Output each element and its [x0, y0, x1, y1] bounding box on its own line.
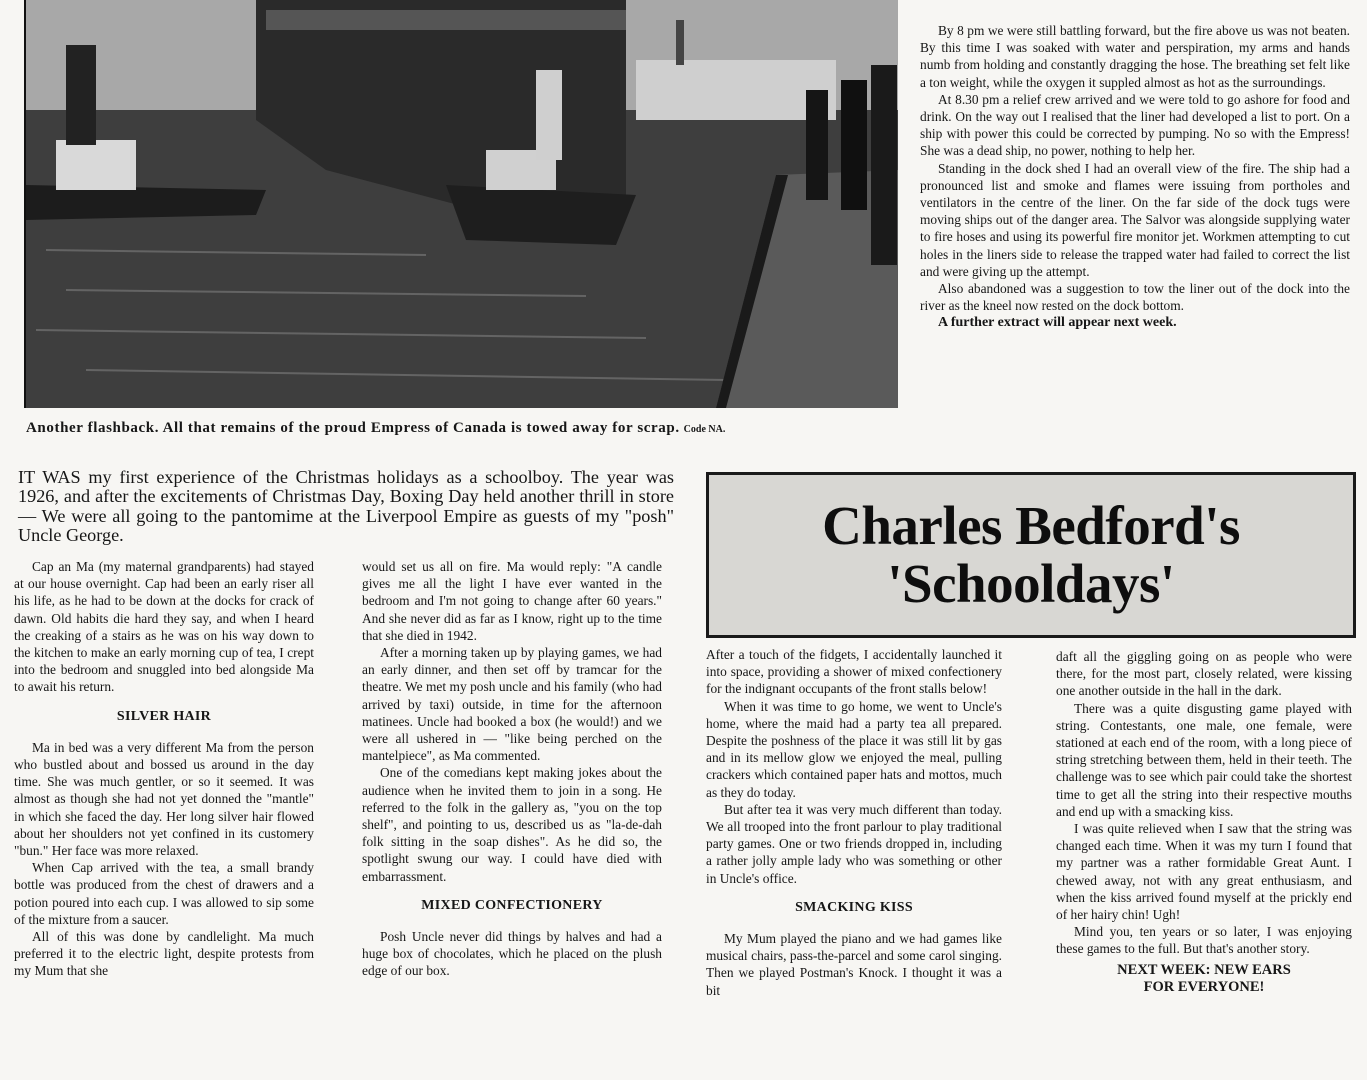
photo-image — [26, 0, 898, 408]
article-paragraph: My Mum played the piano and we had games like musical chairs, pass-the-parcel and some carol singing. Then we played Postman's Knock. I thought it was a bit — [706, 931, 1002, 998]
article-paragraph: Mind you, ten years or so later, I was enjoying these games to the full. But that's another story. — [1056, 924, 1352, 957]
sidebar-paragraph: Also abandoned was a suggestion to tow the liner out of the dock into the river as the kneel now rested on the dock bottom. — [920, 281, 1350, 314]
article-paragraph: But after tea it was very much different than today. We all trooped into the front parlour to play traditional party games. One or two friends dropped in, including a rather jolly ample lady who was something or other in Uncle's office. — [706, 801, 1002, 886]
article-paragraph: There was a quite disgusting game played with string. Contestants, one male, one female, were stationed at each end of the room, with a long piece of string stretching between them, held in their teeth. The challenge was to see which pair could take the shortest time to get all the string into their respective mouths and end up with a smacking kiss. — [1056, 700, 1352, 819]
next-week-line2: FOR EVERYONE! — [1143, 978, 1265, 995]
article-paragraph: I was quite relieved when I saw that the string was changed each time. When it was my turn I found that my partner was a rather formidable Great Aunt. I chewed away, not with any great enthusiasm, and when the kiss arrived found myself at the prickly end of her hairy chin! Ugh! — [1056, 821, 1352, 923]
caption-code: Code NA. — [683, 424, 726, 435]
subhead-silver-hair: SILVER HAIR — [116, 708, 212, 724]
article-column-2 — [362, 558, 662, 980]
article-title-box — [706, 472, 1356, 638]
article-paragraph: When Cap arrived with the tea, a small brandy bottle was produced from the chest of drawers and a potion poured into each cup. I was allowed to sip some of the mixture from a saucer. — [14, 860, 314, 927]
article-title-line1: Charles Bedford's — [822, 495, 1240, 556]
article-paragraph: One of the comedians kept making jokes about the audience when he invited them to join in a song. He referred to the folk in the gallery as, "you on the top shelf", and pointing to us, described us as "la-de-dah folk sitting in the soap dishes". As he did so, the spotlight swung our way. I could have died with embarrassment. — [362, 765, 662, 884]
caption-text: Another flashback. All that remains of the proud Empress of Canada is towed away for scrap. — [26, 420, 680, 436]
sidebar-closing: A further extract will appear next week. — [938, 315, 1177, 331]
subhead-smacking-kiss: SMACKING KISS — [795, 899, 913, 915]
photo-empress-of-canada — [24, 0, 898, 408]
next-week-line1: NEXT WEEK: NEW EARS — [1117, 961, 1291, 978]
article-column-3 — [706, 646, 1002, 999]
sidebar-paragraph: At 8.30 pm a relief crew arrived and we were told to go ashore for food and drink. On the way out I realised that the liner had developed a list to port. On a ship with power this could be corrected by pumping. No so with the Empress! She was a dead ship, no power, nothing to help her. — [920, 91, 1350, 159]
sidebar-story — [920, 22, 1350, 332]
article-title-line2: 'Schooldays' — [887, 553, 1175, 614]
article-paragraph: All of this was done by candlelight. Ma much preferred it to the electric light, despite protests from my Mum that she — [14, 929, 314, 979]
article-paragraph: Ma in bed was a very different Ma from the person who bustled about and bossed us around in the day time. She was much gentler, or so it seemed. It was almost as though she had not yet donned the "mantle" in which she faced the day. Her long silver hair flowed about her shoulders not yet confined in its customery "bun." Her face was more relaxed. — [14, 739, 314, 859]
article-paragraph: would set us all on fire. Ma would reply: "A candle gives me all the light I have ever wanted in the bedroom and I'm not going to change after 60 years." And she never did as far as I know, right up to the time that she died in 1942. — [362, 559, 662, 643]
subhead-mixed-confectionery: MIXED CONFECTIONERY — [421, 897, 603, 913]
sidebar-paragraph: Standing in the dock shed I had an overall view of the fire. The ship had a pronounced list and smoke and flames were issuing from portholes and ventilators in the centre of the liner. On the far side of the dock tugs were moving ships out of the danger area. The Salvor was alongside supplying water to fire hoses and using its powerful fire monitor jet. Workmen attempting to cut holes in the liners side to release the trapped water had failed to correct the list and were giving up the attempt. — [920, 160, 1350, 279]
sidebar-paragraph: By 8 pm we were still battling forward, but the fire above us was not beaten. By this time I was soaked with water and perspiration, my arms and hands numb from holding and constantly dragging the hose. The breathing set felt like a ton weight, while the oxygen it suppled almost as hot as the surroundings. — [920, 23, 1350, 90]
article-paragraph: When it was time to go home, we went to Uncle's home, where the maid had a party tea all prepared. Despite the poshness of the place it was still lit by gas and in its mellow glow we enjoyed the meal, pulling crackers which contained paper hats and mottos, much as they do today. — [706, 698, 1002, 800]
article-paragraph: Cap an Ma (my maternal grandparents) had stayed at our house overnight. Cap had been an early riser all his life, as he had to be down at the docks for crack of dawn. Old habits die hard they say, and when I heard the creaking of a stairs as he was on his way down to the kitchen to make an early morning cup of tea, I crept into the bedroom and snuggled into bed alongside Ma to await his return. — [14, 559, 314, 695]
article-lead: IT WAS my first experience of the Christmas holidays as a schoolboy. The year was 1926, and after the excitements of Christmas Day, Boxing Day held another thrill in store — We were all going to the pantomime at the Liverpool Empire as guests of my "posh" Uncle George. — [18, 467, 674, 546]
article-column-4 — [1056, 648, 1352, 996]
article-column-1 — [14, 558, 314, 980]
article-paragraph: After a touch of the fidgets, I accidentally launched it into space, providing a shower of mixed confectionery for the indignant occupants of the front stalls below! — [706, 647, 1002, 697]
photo-caption — [26, 420, 906, 437]
article-paragraph: After a morning taken up by playing games, we had an early dinner, and then set off by tramcar for the theatre. We met my posh uncle and his family (who had arrived by taxi) outside, in time for the afternoon matinees. Uncle had booked a box (he would!) and we were all ushered in — "like being perched on the mantelpiece", as Ma commented. — [362, 645, 662, 764]
article-paragraph: daft all the giggling going on as people who were there, for the most part, closely related, were kissing one another outside in the hall in the dark. — [1056, 649, 1352, 699]
next-week-teaser — [1056, 962, 1352, 996]
article-paragraph: Posh Uncle never did things by halves and had a huge box of chocolates, which he placed on the plush edge of our box. — [362, 929, 662, 979]
